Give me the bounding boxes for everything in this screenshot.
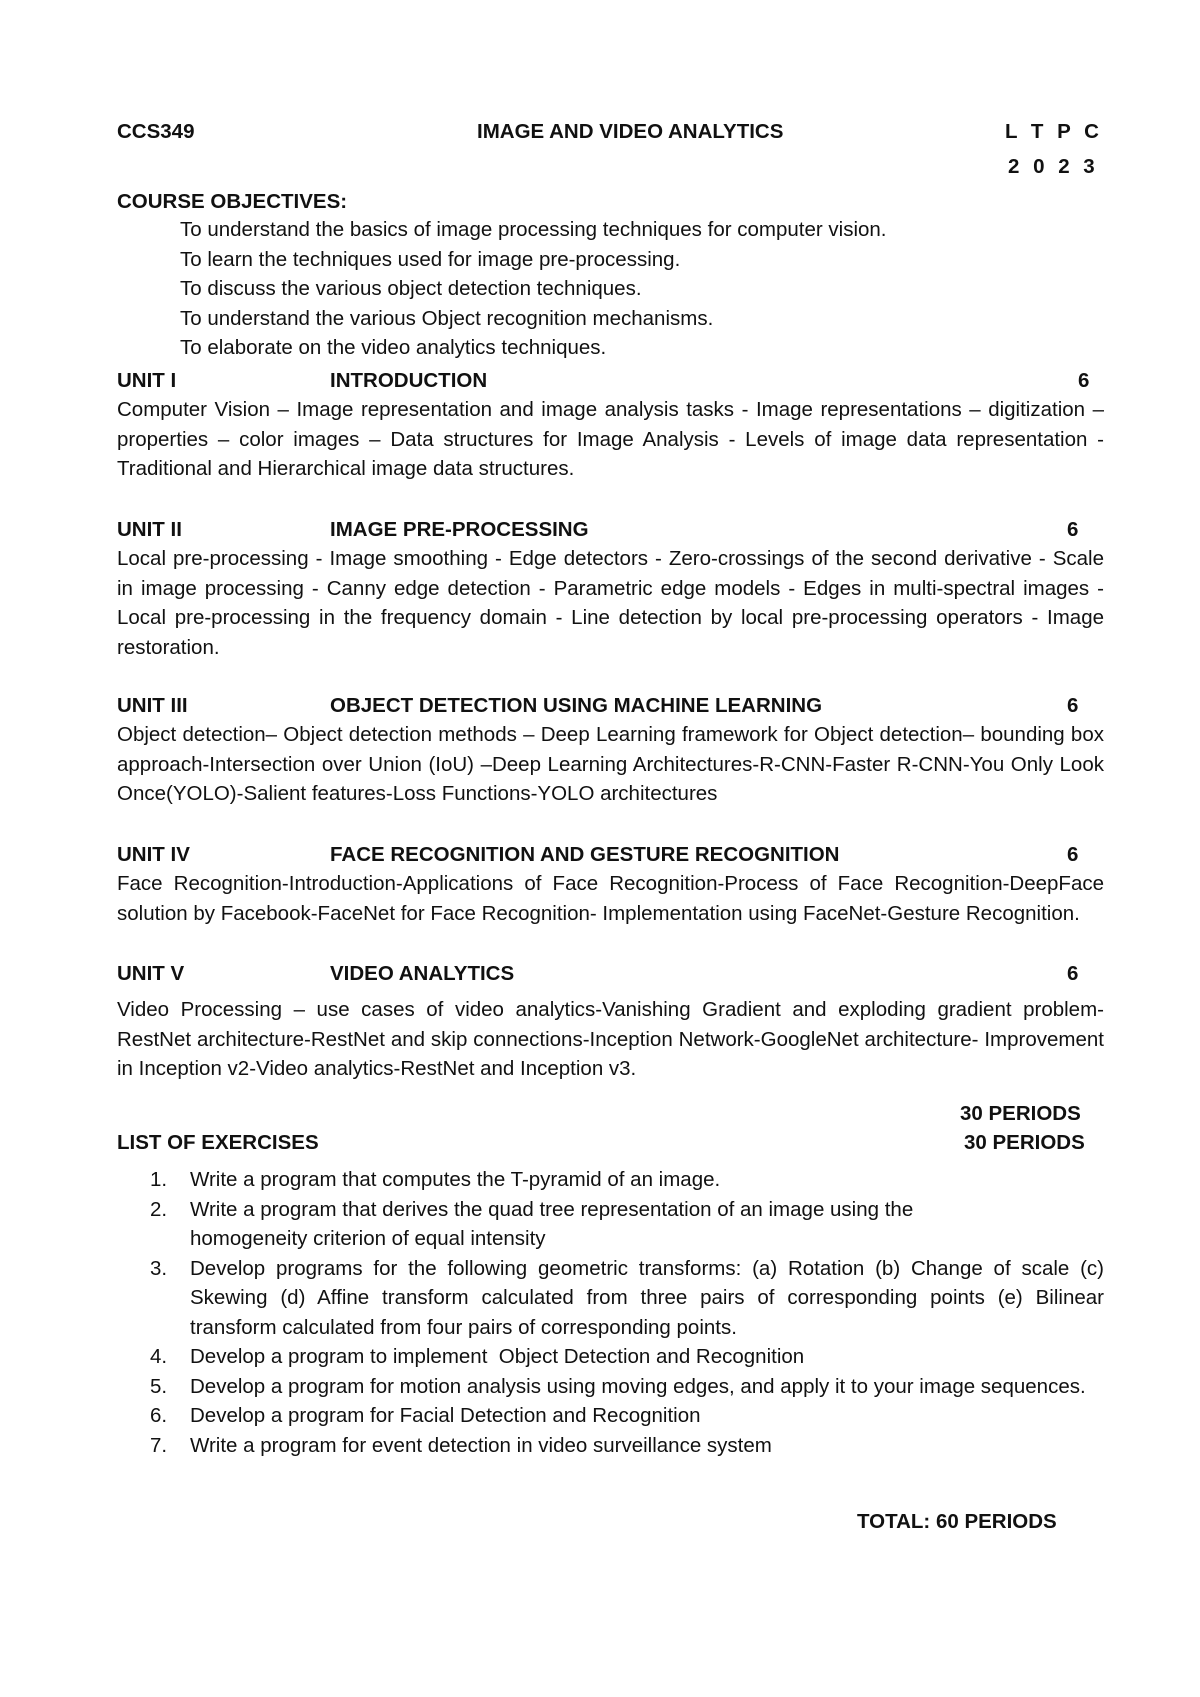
list-item xyxy=(150,1165,1104,1195)
objectives-list xyxy=(180,215,887,363)
list-item xyxy=(150,1431,1104,1461)
list-item-text: Develop programs for the following geometric transforms: (a) Rotation (b) Change of scale (c) Skewing (d) Affine transform calculated from three pairs of corresponding points (e) Bilinear transform calculated from four pairs of corresponding points. xyxy=(190,1256,1104,1339)
exercises-list xyxy=(150,1165,1104,1460)
exercises-periods: 30 PERIODS xyxy=(964,1131,1085,1154)
theory-periods: 30 PERIODS xyxy=(960,1102,1081,1125)
list-item-number: 3. xyxy=(150,1256,168,1280)
unit-2-title: IMAGE PRE-PROCESSING xyxy=(330,518,589,541)
objective-item: To discuss the various object detection techniques. xyxy=(180,277,642,300)
unit-2-content: Local pre-processing - Image smoothing - Edge detectors - Zero-crossings of the second derivative - Scale in image processing - Canny edge detection - Parametric edge models - Edges in multi-spectral images - Local pre-processing in the frequency domain - Line detection by local pre-processing operators - Image restoration. xyxy=(117,547,1104,659)
exercises-heading: LIST OF EXERCISES xyxy=(117,1131,319,1154)
list-item-text: Develop a program for Facial Detection and Recognition xyxy=(190,1404,701,1427)
unit-5-content: Video Processing – use cases of video analytics-Vanishing Gradient and exploding gradient problem- RestNet architecture-RestNet and skip connections-Inception Network-GoogleNet architecture- Improvement in Inception v2-Video analytics-RestNet and Inception v3. xyxy=(117,998,1104,1080)
unit-3-title: OBJECT DETECTION USING MACHINE LEARNING xyxy=(330,694,823,717)
unit-1-title: INTRODUCTION xyxy=(330,369,488,392)
unit-1-code: UNIT I xyxy=(117,369,177,392)
list-item xyxy=(150,1254,1104,1343)
objective-item: To understand the various Object recognition mechanisms. xyxy=(180,306,714,330)
list-item-number: 1. xyxy=(150,1168,168,1191)
course-title: IMAGE AND VIDEO ANALYTICS xyxy=(477,120,784,143)
list-item-text: Write a program for event detection in video surveillance system xyxy=(190,1433,772,1457)
objective-item: To learn the techniques used for image pre-processing. xyxy=(180,247,681,271)
list-item-number: 4. xyxy=(150,1345,168,1368)
unit-3-content: Object detection– Object detection methods – Deep Learning framework for Object detection– bounding box approach-Intersection over Union (IoU) –Deep Learning Architectures-R-CNN-Faster R-CNN-You Only Look Once(YOLO)-Salient features-Loss Functions-YOLO architectures xyxy=(117,723,1104,805)
list-item xyxy=(150,1342,1104,1372)
unit-1-hours: 6 xyxy=(1078,369,1090,392)
list-item-number: 5. xyxy=(150,1374,168,1398)
unit-3-code: UNIT III xyxy=(117,694,188,717)
unit-3-hours: 6 xyxy=(1067,694,1079,717)
list-item-number: 7. xyxy=(150,1433,168,1457)
list-item-text: Develop a program to implement Object Detection and Recognition xyxy=(190,1345,805,1368)
list-item xyxy=(150,1401,1104,1431)
unit-2-code: UNIT II xyxy=(117,518,182,541)
unit-5-code: UNIT V xyxy=(117,962,185,985)
list-item-number: 6. xyxy=(150,1404,168,1427)
unit-4-code: UNIT IV xyxy=(117,843,190,866)
list-item-text: Write a program that derives the quad tree representation of an image using the homogeneity criterion of equal intensity xyxy=(190,1197,914,1250)
list-item xyxy=(150,1372,1104,1402)
objectives-heading: COURSE OBJECTIVES: xyxy=(117,190,348,213)
unit-5-hours: 6 xyxy=(1067,962,1079,985)
objective-item: To elaborate on the video analytics techniques. xyxy=(180,336,607,359)
ltpc-values: 2 0 2 3 xyxy=(1008,155,1095,178)
list-item-text: Develop a program for motion analysis using moving edges, and apply it to your image sequences. xyxy=(190,1374,1086,1398)
unit-2-hours: 6 xyxy=(1067,518,1079,541)
unit-1-content: Computer Vision – Image representation and image analysis tasks - Image representations – digitization – properties – color images – Data structures for Image Analysis - Levels of image data representation - Traditional and Hierarchical image data structures. xyxy=(117,398,1104,480)
unit-5-title: VIDEO ANALYTICS xyxy=(330,962,515,985)
total-periods: TOTAL: 60 PERIODS xyxy=(857,1510,1057,1533)
ltpc-labels: L T P C xyxy=(1005,120,1099,143)
course-code: CCS349 xyxy=(117,120,195,143)
list-item-text: Write a program that computes the T-pyramid of an image. xyxy=(190,1168,721,1191)
objective-item: To understand the basics of image processing techniques for computer vision. xyxy=(180,218,887,241)
unit-4-title: FACE RECOGNITION AND GESTURE RECOGNITION xyxy=(330,843,840,866)
unit-4-hours: 6 xyxy=(1067,843,1079,866)
list-item xyxy=(150,1195,1104,1254)
unit-4-content: Face Recognition-Introduction-Applications of Face Recognition-Process of Face Recognition-DeepFace solution by Facebook-FaceNet for Face Recognition- Implementation using FaceNet-Gesture Recognition. xyxy=(117,872,1104,925)
list-item-number: 2. xyxy=(150,1197,168,1221)
